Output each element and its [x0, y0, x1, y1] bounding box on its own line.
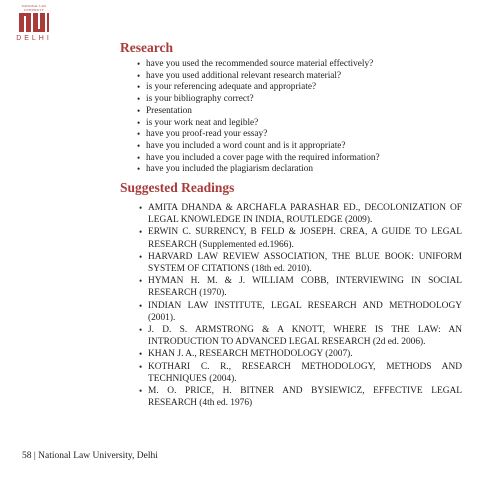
research-heading: Research — [120, 40, 173, 55]
reading-item: • M. O. PRICE, H. BITNER AND BYSIEWICZ, EFFECTIVE LEGAL RESEARCH (4th ed. 1976) — [139, 385, 462, 409]
research-checklist-item: • is your work neat and legible? — [137, 118, 457, 130]
reading-item: • HYMAN H. M. & J. WILLIAM COBB, INTERVIEWING IN SOCIAL RESEARCH (1970). — [139, 275, 462, 299]
research-checklist-item: • have you proof-read your essay? — [137, 129, 457, 141]
research-checklist-item: • is your referencing adequate and appropriate? — [137, 82, 457, 94]
logo-city: DELHI — [16, 35, 52, 42]
page-number: 58 — [22, 451, 32, 461]
nlu-logo-mark — [18, 10, 50, 34]
reading-item: • KOTHARI C. R., RESEARCH METHODOLOGY, METHODS AND TECHNIQUES (2004). — [139, 361, 462, 385]
research-checklist — [137, 59, 457, 176]
research-checklist-item: • have you included a word count and is it appropriate? — [137, 141, 457, 153]
reading-item: • AMITA DHANDA & ARCHAFLA PARASHAR ED., DECOLONIZATION OF LEGAL KNOWLEDGE IN INDIA, ROUTLEDGE (2009). — [139, 202, 462, 226]
suggested-readings-heading: Suggested Readings — [120, 180, 235, 195]
reading-item: • ERWIN C. SURRENCY, B FELD & JOSEPH. CREA, A GUIDE TO LEGAL RESEARCH (Supplemented ed.1966). — [139, 226, 462, 250]
research-checklist-item: • is your bibliography correct? — [137, 94, 457, 106]
research-checklist-item: • have you included the plagiarism declaration — [137, 164, 457, 176]
reading-item: • J. D. S. ARMSTRONG & A KNOTT, WHERE IS THE LAW: AN INTRODUCTION TO ADVANCED LEGAL RESEARCH (2d ed. 2006). — [139, 324, 462, 348]
reading-item: • HARVARD LAW REVIEW ASSOCIATION, THE BLUE BOOK: UNIFORM SYSTEM OF CITATIONS (18th ed. 2010). — [139, 251, 462, 275]
research-checklist-item: • have you included a cover page with the required information? — [137, 153, 457, 165]
university-logo — [14, 4, 54, 48]
reading-item: • INDIAN LAW INSTITUTE, LEGAL RESEARCH AND METHODOLOGY (2001). — [139, 300, 462, 324]
page-footer — [22, 451, 158, 461]
footer-separator: | — [33, 451, 36, 461]
suggested-readings-list — [139, 202, 462, 409]
research-checklist-item: • Presentation — [137, 106, 457, 118]
logo-tagline: NATIONAL LAW UNIVERSITY — [21, 4, 47, 12]
research-checklist-item: • have you used additional relevant research material? — [137, 71, 457, 83]
research-checklist-item: • have you used the recommended source material effectively? — [137, 59, 457, 71]
reading-item: • KHAN J. A., RESEARCH METHODOLOGY (2007). — [139, 348, 462, 360]
footer-institution: National Law University, Delhi — [38, 451, 158, 461]
